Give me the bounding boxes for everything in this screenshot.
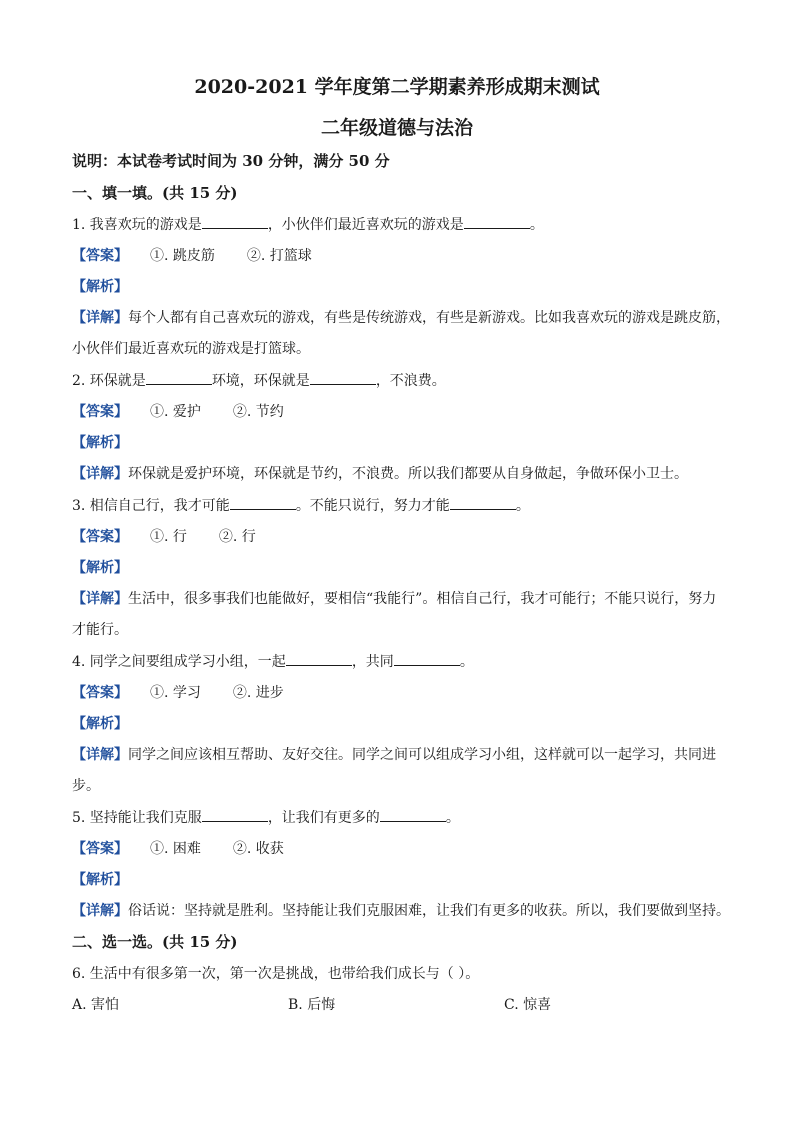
answer-value: ②. 打篮球 — [246, 248, 312, 264]
option-b: B. 后悔 — [288, 997, 336, 1013]
answer-value: ②. 节约 — [232, 404, 284, 420]
answer-value: ①. 行 — [150, 529, 187, 545]
answer-value: ①. 爱护 — [150, 404, 201, 420]
blank — [202, 216, 268, 229]
detail-1: 【详解】每个人都有自己喜欢玩的游戏，有些是传统游戏，有些是新游戏。比如我喜欢玩的游戏是跳皮筋， — [72, 310, 730, 326]
detail-3-cont: 才能行。 — [72, 622, 128, 638]
question-1: 1. 我喜欢玩的游戏是 ，小伙伴们最近喜欢玩的游戏是 。 — [72, 217, 544, 233]
answer-1 — [72, 245, 732, 265]
question-5: 5. 坚持能让我们克服 ，让我们有更多的 。 — [72, 810, 460, 826]
answer-value: ②. 进步 — [232, 685, 284, 701]
answer-label: 【答案】 — [72, 529, 128, 545]
analysis-label: 【解析】 — [72, 560, 128, 576]
question-3: 3. 相信自己行，我才可能 。不能只说行，努力才能 。 — [72, 498, 530, 514]
answer-4 — [72, 682, 732, 702]
answer-label: 【答案】 — [72, 248, 128, 264]
answer-value: ①. 学习 — [150, 685, 201, 701]
option-c: C. 惊喜 — [504, 997, 552, 1013]
blank — [450, 497, 516, 510]
analysis-label: 【解析】 — [72, 872, 128, 888]
answer-value: ②. 收获 — [232, 841, 284, 857]
blank — [202, 809, 268, 822]
answer-value: ①. 困难 — [150, 841, 201, 857]
answer-3 — [72, 526, 732, 546]
page-title: 2020-2021 学年度第二学期素养形成期末测试 — [194, 76, 600, 98]
question-6: 6. 生活中有很多第一次，第一次是挑战，也带给我们成长与（ ）。 — [72, 966, 480, 982]
section-heading-fill: 一、填一填。(共 15 分) — [72, 184, 238, 202]
detail-3: 【详解】生活中，很多事我们也能做好，要相信“我能行”。相信自己行，我才可能行；不能只说行，努力 — [72, 591, 717, 607]
option-a: A. 害怕 — [72, 997, 120, 1013]
answer-value: ②. 行 — [218, 529, 256, 545]
detail-2: 【详解】环保就是爱护环境，环保就是节约，不浪费。所以我们都要从自身做起，争做环保小卫士。 — [72, 466, 688, 482]
page-subtitle: 二年级道德与法治 — [320, 117, 473, 139]
blank — [464, 216, 530, 229]
answer-5 — [72, 838, 732, 858]
detail-4-cont: 步。 — [72, 778, 100, 794]
exam-note: 说明：本试卷考试时间为 30 分钟，满分 50 分 — [72, 152, 390, 170]
answer-2 — [72, 401, 732, 421]
answer-label: 【答案】 — [72, 685, 128, 701]
blank — [394, 653, 460, 666]
detail-5: 【详解】俗话说：坚持就是胜利。坚持能让我们克服困难，让我们有更多的收获。所以，我们要做到坚持。 — [72, 903, 730, 919]
blank — [230, 497, 296, 510]
answer-label: 【答案】 — [72, 404, 128, 420]
blank — [310, 372, 376, 385]
question-4: 4. 同学之间要组成学习小组，一起 ，共同 。 — [72, 654, 474, 670]
question-2: 2. 环保就是 环境，环保就是 ，不浪费。 — [72, 373, 446, 389]
detail-4: 【详解】同学之间应该相互帮助、友好交往。同学之间可以组成学习小组，这样就可以一起学习，共同进 — [72, 747, 716, 763]
section-heading-choice: 二、选一选。(共 15 分) — [72, 933, 238, 951]
blank — [380, 809, 446, 822]
analysis-label: 【解析】 — [72, 279, 128, 295]
analysis-label: 【解析】 — [72, 435, 128, 451]
answer-value: ①. 跳皮筋 — [150, 248, 215, 264]
detail-1-cont: 小伙伴们最近喜欢玩的游戏是打篮球。 — [72, 341, 310, 357]
analysis-label: 【解析】 — [72, 716, 128, 732]
blank — [146, 372, 212, 385]
blank — [286, 653, 352, 666]
answer-label: 【答案】 — [72, 841, 128, 857]
question-6-options — [72, 994, 732, 1014]
